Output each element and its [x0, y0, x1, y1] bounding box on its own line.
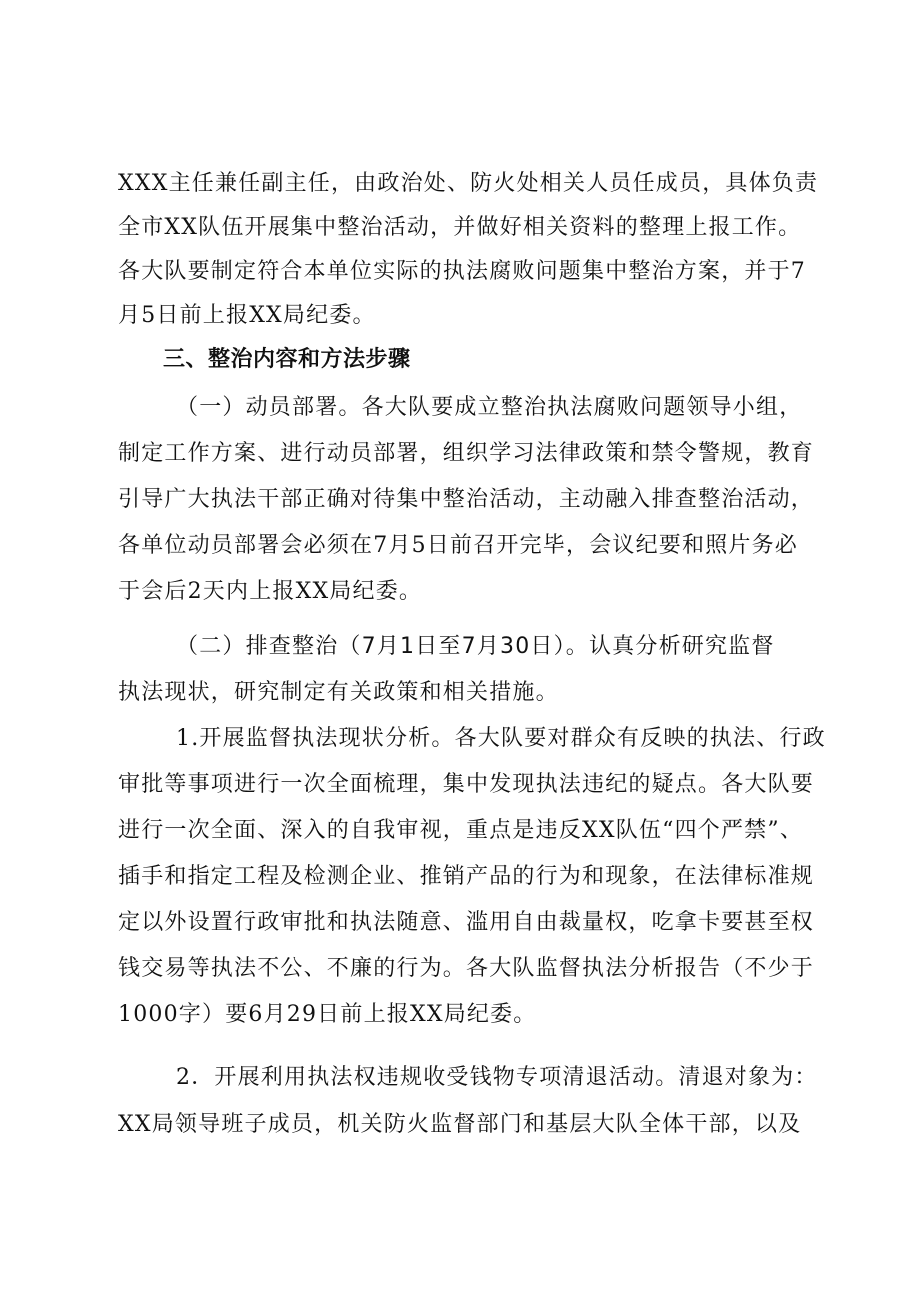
- body-text-line: 各单位动员部署会必须在7月5日前召开完毕，会议纪要和照片务必: [118, 533, 798, 558]
- body-text-line: 于会后2天内上报XX局纪委。: [118, 579, 423, 604]
- body-text-line: XX局领导班子成员，机关防火监督部门和基层大队全体干部，以及: [118, 1112, 802, 1137]
- body-text-line: 进行一次全面、深入的自我审视，重点是违反XX队伍“四个严禁”、: [118, 818, 804, 843]
- body-text-line: 制定工作方案、进行动员部署，组织学习法律政策和禁令警规，教育: [118, 441, 815, 466]
- body-text-line: 定以外设置行政审批和执法随意、滥用自由裁量权，吃拿卡要甚至权: [118, 910, 815, 935]
- body-text-line: （二）排查整治（7月1日至7月30日）。认真分析研究监督: [176, 634, 775, 659]
- body-text-line: 审批等事项进行一次全面梳理，集中发现执法违纪的疑点。各大队要: [118, 772, 815, 797]
- body-text-line: 全市XX队伍开展集中整治活动，并做好相关资料的整理上报工作。: [118, 215, 802, 240]
- body-text-line: 插手和指定工程及检测企业、推销产品的行为和现象，在法律标准规: [118, 864, 815, 889]
- body-text-line: （一）动员部署。各大队要成立整治执法腐败问题领导小组，: [176, 395, 803, 420]
- section-heading: 三、整治内容和方法步骤: [163, 347, 411, 372]
- body-text-line: 1000字）要6月29日前上报XX局纪委。: [118, 1002, 537, 1027]
- body-text-line: 1.开展监督执法现状分析。各大队要对群众有反映的执法、行政: [176, 726, 826, 751]
- body-text-line: 执法现状，研究制定有关政策和相关措施。: [118, 680, 559, 705]
- body-text-line: 钱交易等执法不公、不廉的行为。各大队监督执法分析报告（不少于: [118, 956, 815, 981]
- body-text-line: 各大队要制定符合本单位实际的执法腐败问题集中整治方案，并于7: [118, 259, 806, 284]
- body-text-line: 2．开展利用执法权违规收受钱物专项清退活动。清退对象为：: [176, 1065, 818, 1090]
- body-text-line: 月5日前上报XX局纪委。: [118, 303, 376, 328]
- body-text-line: XXX主任兼任副主任，由政治处、防火处相关人员任成员，具体负责: [118, 171, 819, 196]
- body-text-line: 引导广大执法干部正确对待集中整治活动，主动融入排查整治活动，: [118, 487, 815, 512]
